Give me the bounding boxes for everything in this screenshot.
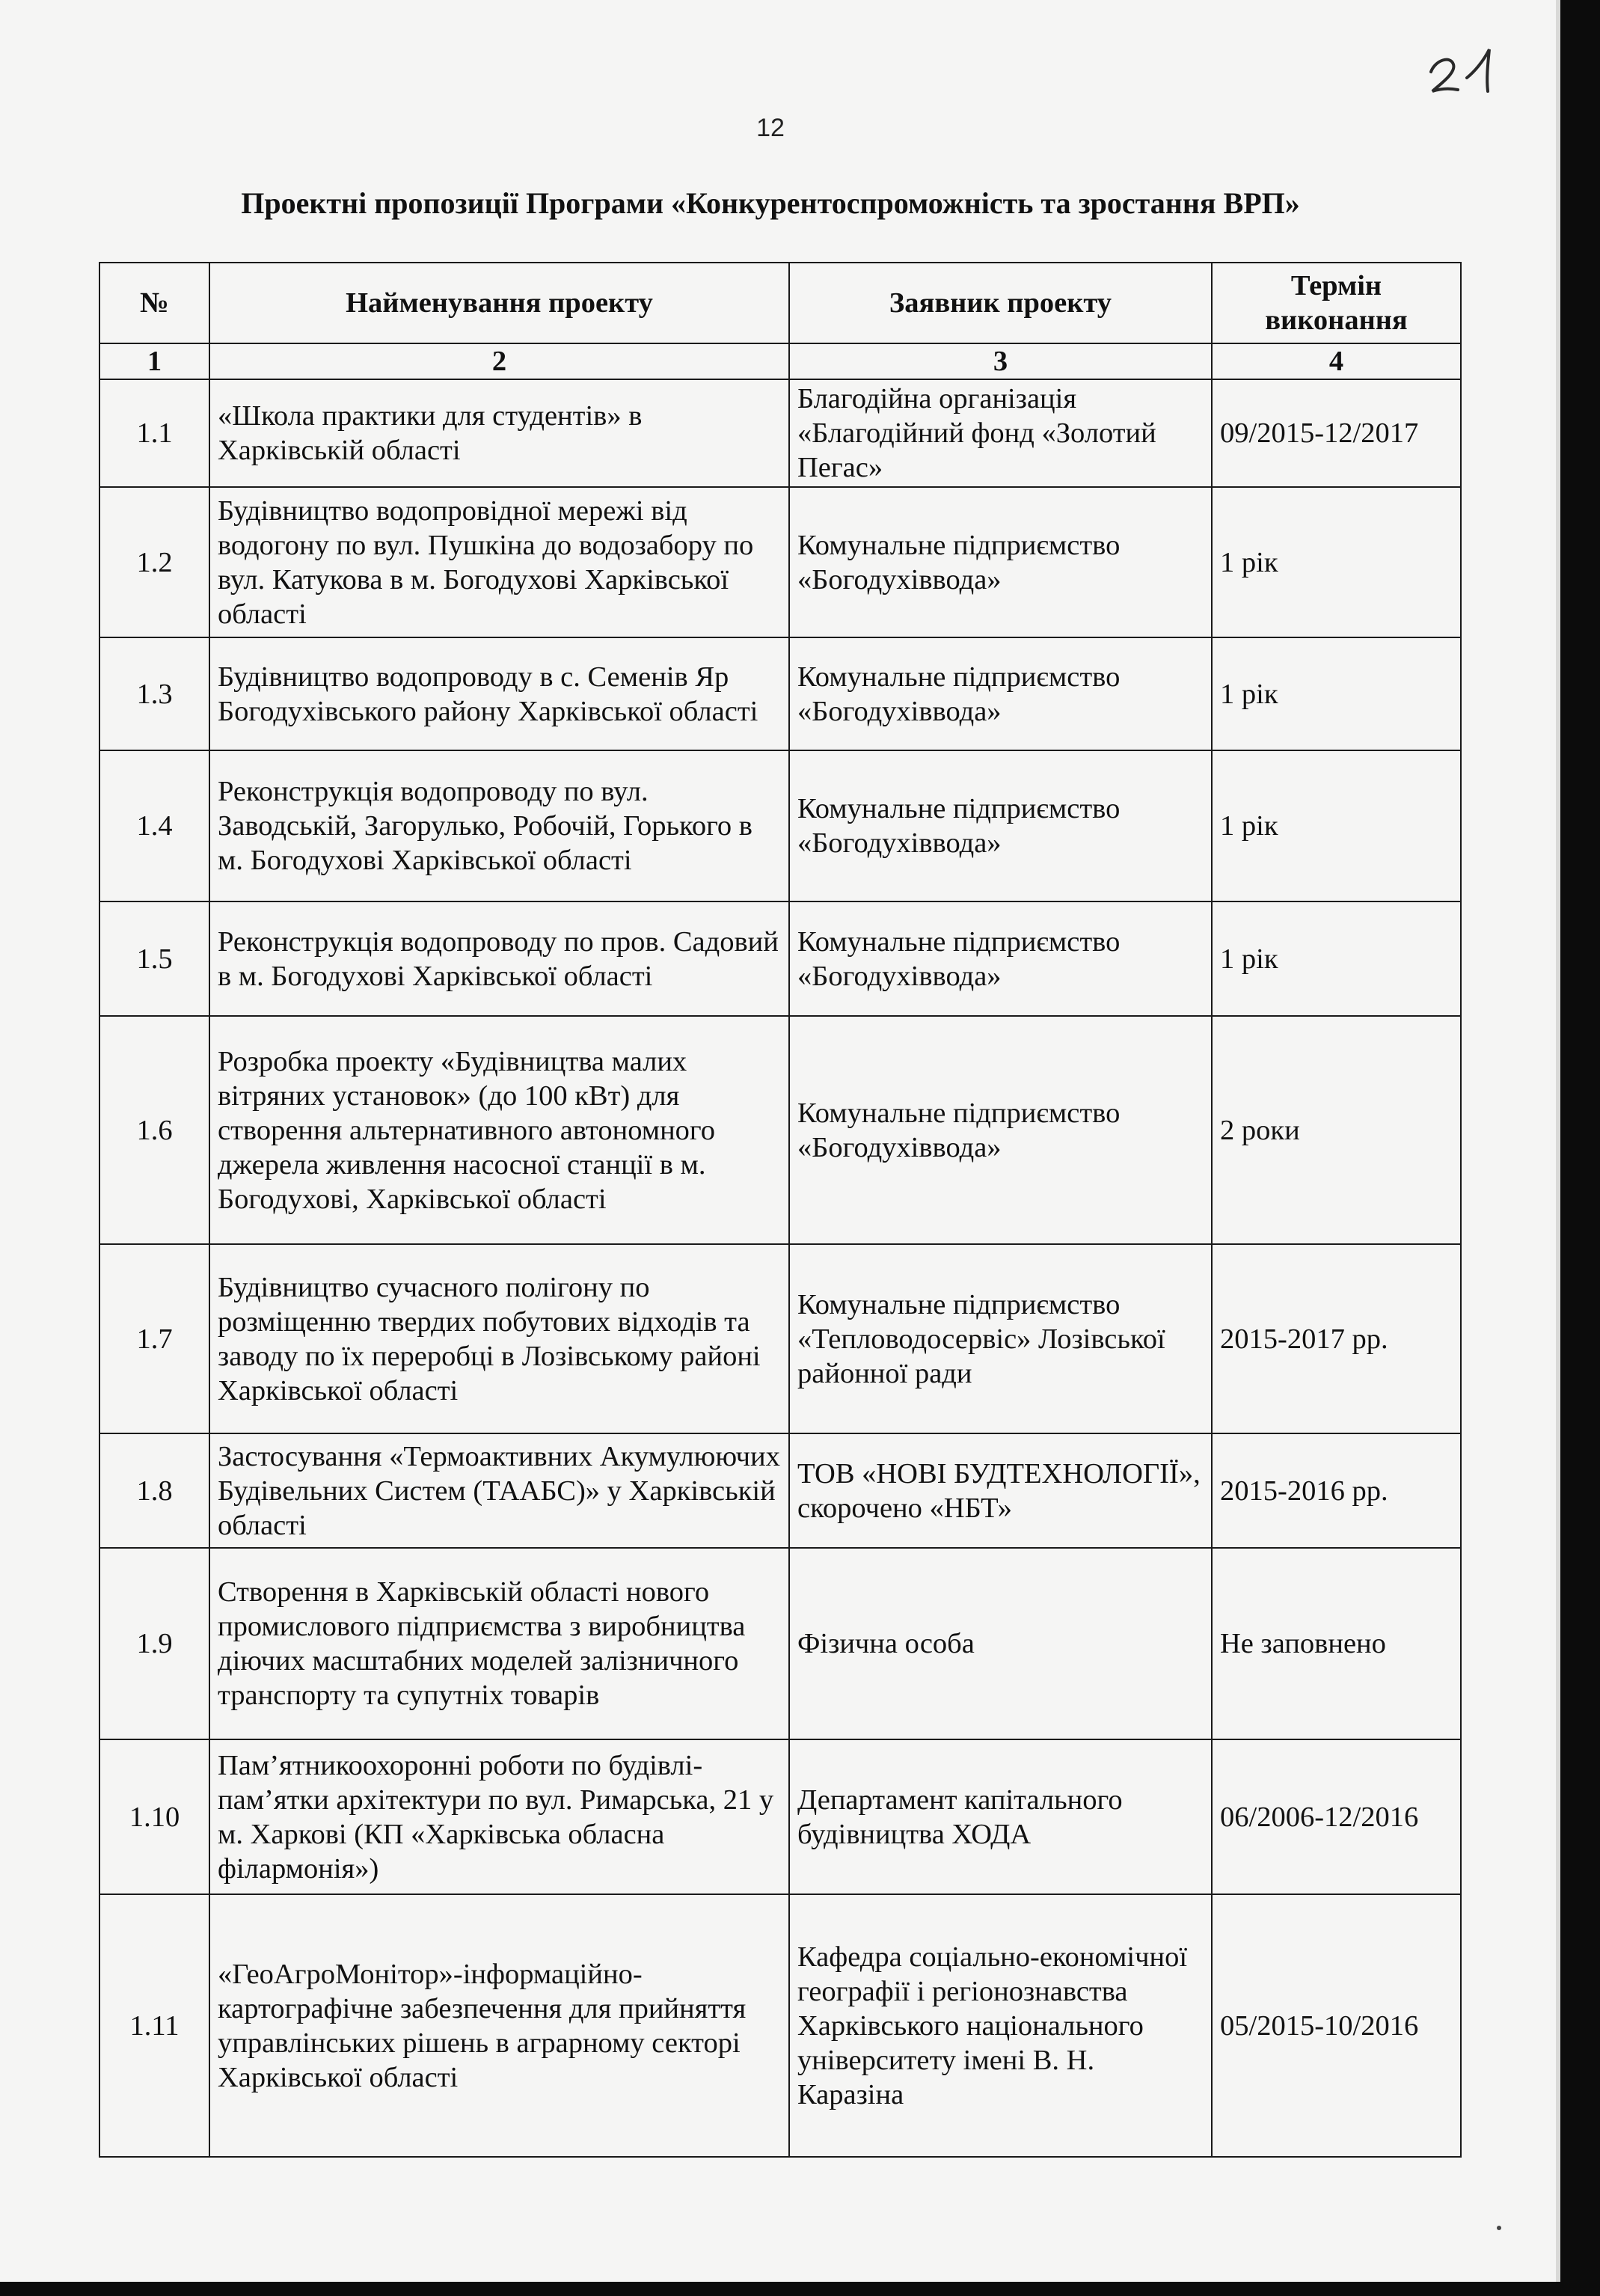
project-term: 06/2006-12/2016 (1212, 1739, 1461, 1894)
project-term: 09/2015-12/2017 (1212, 379, 1461, 487)
project-term: 2015-2016 рр. (1212, 1433, 1461, 1548)
row-number: 1.6 (99, 1016, 209, 1244)
row-number: 1.11 (99, 1894, 209, 2157)
table-row (99, 1433, 1461, 1548)
table-row (99, 487, 1461, 637)
column-index: 4 (1212, 343, 1461, 379)
project-applicant: Комунальне підприємство «Богодухівводa» (789, 750, 1212, 901)
project-term: 1 рік (1212, 750, 1461, 901)
row-number: 1.7 (99, 1244, 209, 1433)
table-row (99, 1739, 1461, 1894)
project-applicant: Комунальне підприємство «Богодухівводa» (789, 1016, 1212, 1244)
project-applicant: Комунальне підприємство «Богодухівводa» (789, 901, 1212, 1016)
project-name: Застосування «Термоактивних Акумулюючих Будівельних Систем (ТААБС)» у Харківській області (209, 1433, 789, 1548)
table-row (99, 901, 1461, 1016)
project-term: Не заповнено (1212, 1548, 1461, 1739)
scan-speck (1497, 2226, 1501, 2230)
table-row (99, 1894, 1461, 2157)
project-applicant: Департамент капітального будівництва ХОДА (789, 1739, 1212, 1894)
project-applicant: ТОВ «НОВІ БУДТЕХНОЛОГІЇ», скорочено «НБТ» (789, 1433, 1212, 1548)
table-row (99, 1244, 1461, 1433)
project-name: Реконструкція водопроводу по пров. Садовий в м. Богодухові Харківської області (209, 901, 789, 1016)
project-name: Пам’ятникоохоронні роботи по будівлі-пам’ятки архітектури по вул. Римарська, 21 у м. Харкові (КП «Харківська обласна філармонія») (209, 1739, 789, 1894)
project-term: 1 рік (1212, 901, 1461, 1016)
document-title: Проектні пропозиції Програми «Конкурентоспроможність та зростання ВРП» (241, 186, 1300, 220)
column-index: 3 (789, 343, 1212, 379)
table-header-row (99, 263, 1461, 343)
header-term: Термін виконання (1212, 263, 1461, 343)
column-index-row (99, 343, 1461, 379)
row-number: 1.2 (99, 487, 209, 637)
table-row (99, 1548, 1461, 1739)
row-number: 1.9 (99, 1548, 209, 1739)
project-term: 2 роки (1212, 1016, 1461, 1244)
column-index: 1 (99, 343, 209, 379)
project-name: Реконструкція водопроводу по вул. Заводській, Загорулько, Робочій, Горького в м. Богодухові Харківської області (209, 750, 789, 901)
project-name: «Школа практики для студентів» в Харківській області (209, 379, 789, 487)
row-number: 1.5 (99, 901, 209, 1016)
page-number: 12 (756, 114, 785, 142)
header-number: № (99, 263, 209, 343)
table-row (99, 637, 1461, 750)
project-name: Створення в Харківській області нового промислового підприємства з виробництва діючих масштабних моделей залізничного транспорту та супутніх товарів (209, 1548, 789, 1739)
project-name: «ГеоАгроМонітор»-інформаційно-картографічне забезпечення для прийняття управлінських рішень в аграрному секторі Харківської області (209, 1894, 789, 2157)
project-name: Будівництво сучасного полігону по розміщенню твердих побутових відходів та заводу по їх переробці в Лозівському районі Харківської області (209, 1244, 789, 1433)
table-row (99, 379, 1461, 487)
handwritten-page-mark (1425, 39, 1507, 99)
header-project-name: Найменування проекту (209, 263, 789, 343)
project-applicant: Комунальне підприємство «Богодухівводa» (789, 637, 1212, 750)
project-applicant: Фізична особа (789, 1548, 1212, 1739)
project-name: Будівництво водопроводу в с. Семенів Яр Богодухівського району Харківської області (209, 637, 789, 750)
project-name: Будівництво водопровідної мережі від водогону по вул. Пушкіна до водозабору по вул. Катукова в м. Богодухові Харківської області (209, 487, 789, 637)
row-number: 1.10 (99, 1739, 209, 1894)
project-term: 1 рік (1212, 637, 1461, 750)
row-number: 1.3 (99, 637, 209, 750)
projects-table (99, 262, 1462, 2158)
header-applicant: Заявник проекту (789, 263, 1212, 343)
column-index: 2 (209, 343, 789, 379)
row-number: 1.8 (99, 1433, 209, 1548)
project-applicant: Благодійна організація «Благодійний фонд «Золотий Пегас» (789, 379, 1212, 487)
table-row (99, 750, 1461, 901)
project-applicant: Комунальне підприємство «Тепловодосервіс» Лозівської районної ради (789, 1244, 1212, 1433)
project-term: 1 рік (1212, 487, 1461, 637)
row-number: 1.4 (99, 750, 209, 901)
project-applicant: Комунальне підприємство «Богодухівводa» (789, 487, 1212, 637)
table-row (99, 1016, 1461, 1244)
project-applicant: Кафедра соціально-економічної географії і регіонознавства Харківського національного університету імені В. Н. Каразіна (789, 1894, 1212, 2157)
project-term: 05/2015-10/2016 (1212, 1894, 1461, 2157)
project-term: 2015-2017 рр. (1212, 1244, 1461, 1433)
row-number: 1.1 (99, 379, 209, 487)
project-name: Розробка проекту «Будівництва малих вітряних установок» (до 100 кВт) для створення альтернативного автономного джерела живлення насосної станції в м. Богодухові, Харківської області (209, 1016, 789, 1244)
